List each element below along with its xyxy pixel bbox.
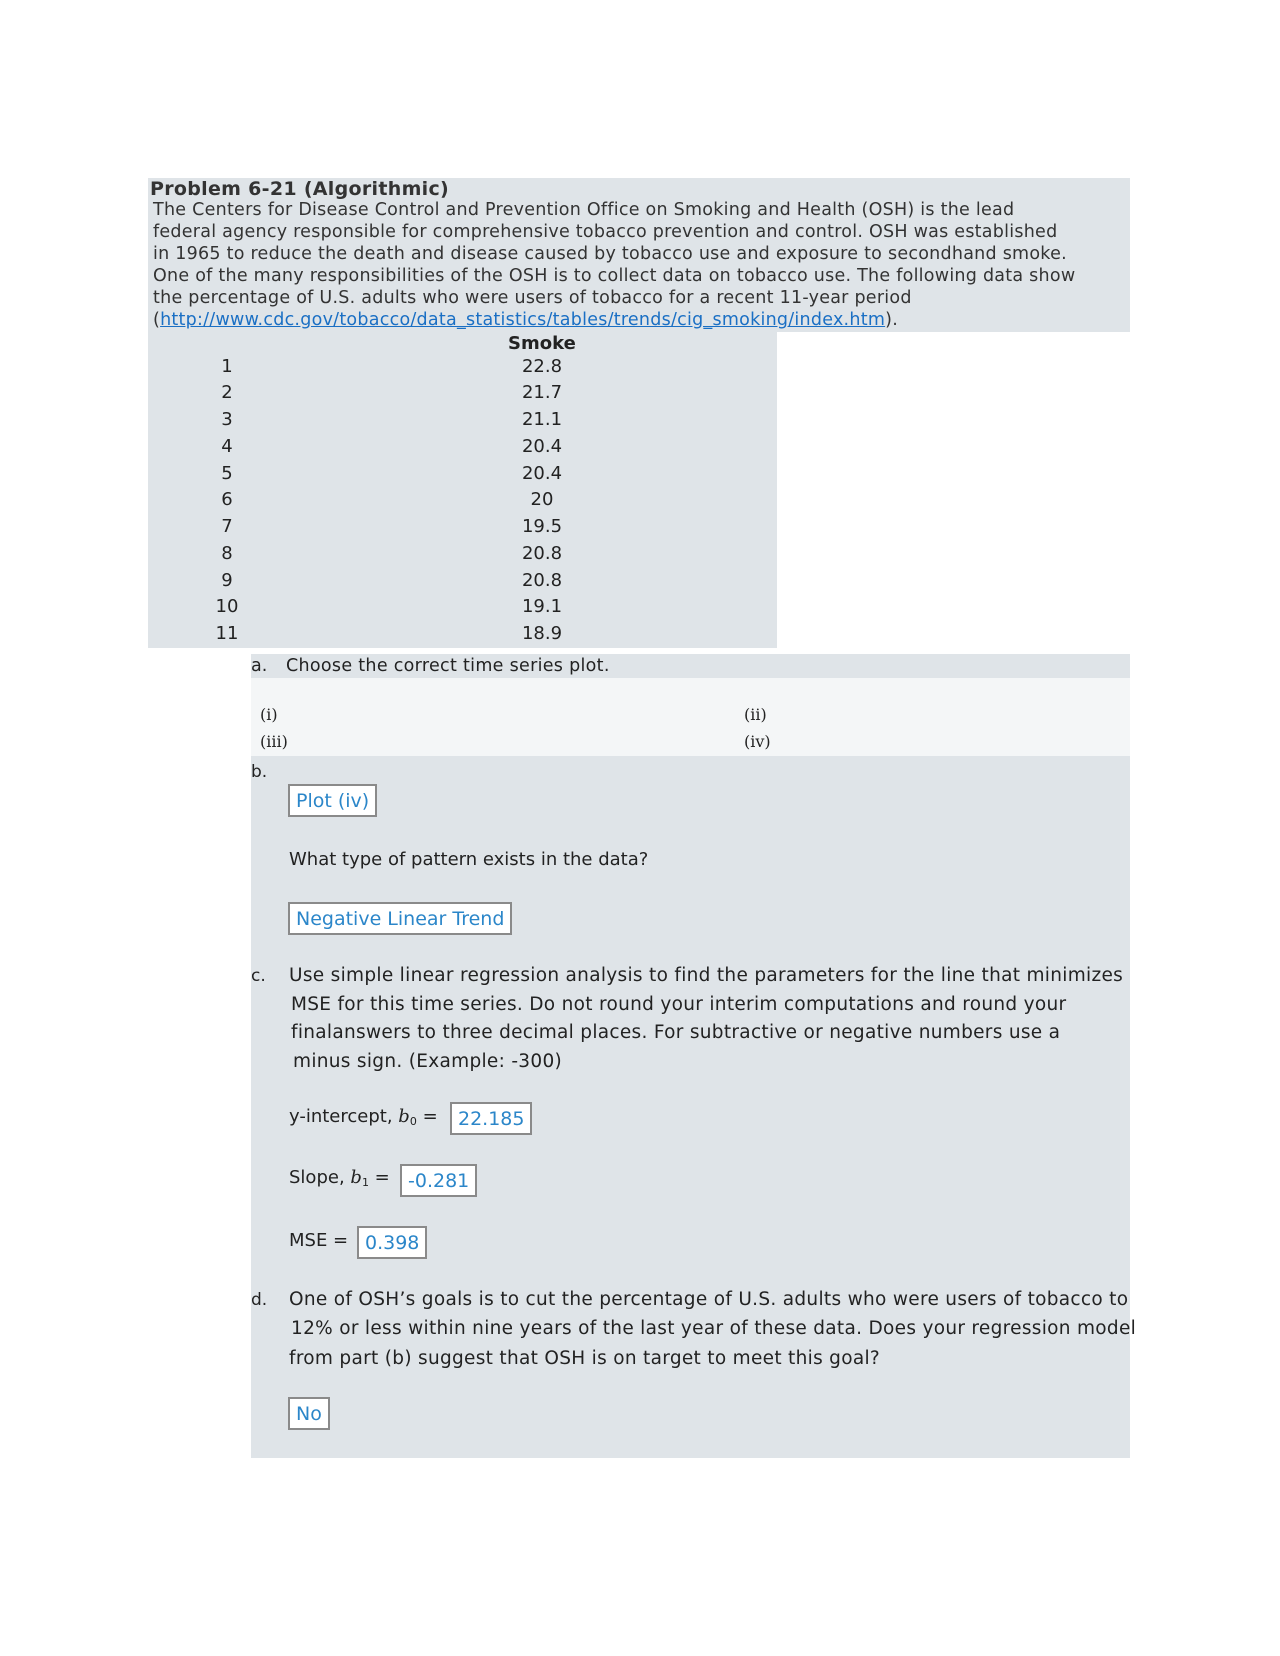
part-d-text-line: One of OSH’s goals is to cut the percentage of U.S. adults who were users of tobacco to	[289, 1289, 1129, 1310]
intercept-equals: =	[422, 1106, 438, 1127]
intercept-label	[289, 1106, 438, 1128]
intro-line: One of the many responsibilities of the OSH is to collect data on tobacco use. The following data show	[153, 266, 1076, 286]
plot-option-ii[interactable]: (ii)	[744, 705, 767, 724]
plot-answer-field[interactable]: Plot (iv)	[288, 784, 377, 817]
intro-line: federal agency responsible for comprehensive tobacco prevention and control. OSH was established	[153, 222, 1058, 242]
table-value-cell: 21.7	[521, 382, 563, 403]
intro-line: The Centers for Disease Control and Prevention Office on Smoking and Health (OSH) is the lead	[153, 200, 1015, 220]
part-c-text-line: Use simple linear regression analysis to find the parameters for the line that minimizes	[289, 965, 1124, 986]
plot-option-i[interactable]: (i)	[260, 705, 278, 724]
table-year-cell: 6	[221, 489, 233, 510]
table-year-cell: 9	[221, 570, 233, 591]
table-year-cell: 2	[221, 382, 233, 403]
part-c-text-line: minus sign. (Example: -300)	[293, 1051, 563, 1072]
table-year-cell: 11	[215, 623, 239, 644]
part-c-text-line: finalanswers to three decimal places. For subtractive or negative numbers use a	[291, 1022, 1061, 1043]
intercept-answer-field[interactable]: 22.185	[450, 1102, 532, 1135]
table-value-cell: 21.1	[521, 409, 563, 430]
intro-line: the percentage of U.S. adults who were users of tobacco for a recent 11-year period	[153, 288, 912, 308]
part-a-question: Choose the correct time series plot.	[286, 656, 610, 676]
intercept-symbol: b	[398, 1106, 410, 1127]
table-year-cell: 4	[221, 436, 233, 457]
plot-option-iv[interactable]: (iv)	[744, 732, 771, 751]
table-value-cell: 22.8	[521, 356, 563, 377]
slope-subscript: 1	[361, 1176, 369, 1189]
table-value-cell: 20.8	[521, 570, 563, 591]
source-line	[153, 310, 898, 330]
table-value-cell: 20.8	[521, 543, 563, 564]
url-close-paren: ).	[885, 310, 899, 330]
slope-symbol: b	[350, 1167, 362, 1188]
intercept-subscript: 0	[409, 1115, 417, 1128]
problem-title: Problem 6-21 (Algorithmic)	[150, 178, 450, 200]
mse-answer-field[interactable]: 0.398	[357, 1226, 427, 1259]
part-d-text-line: 12% or less within nine years of the last year of these data. Does your regression model	[291, 1318, 1137, 1339]
part-c-letter: c.	[251, 966, 266, 986]
url-open-paren: (	[153, 310, 161, 330]
part-a-letter: a.	[251, 656, 268, 676]
plot-options-area	[251, 678, 1130, 756]
table-value-cell: 20.4	[521, 463, 563, 484]
table-value-cell: 19.5	[521, 516, 563, 537]
table-year-cell: 7	[221, 516, 233, 537]
slope-answer-field[interactable]: -0.281	[400, 1164, 477, 1197]
intercept-label-text: y-intercept,	[289, 1106, 393, 1127]
table-value-cell: 20	[530, 489, 554, 510]
table-year-cell: 10	[215, 596, 239, 617]
table-column-header: Smoke	[508, 333, 576, 354]
pattern-question: What type of pattern exists in the data?	[289, 849, 649, 870]
source-link[interactable]: http://www.cdc.gov/tobacco/data_statistics/tables/trends/cig_smoking/index.htm	[160, 310, 886, 330]
table-year-cell: 8	[221, 543, 233, 564]
part-d-letter: d.	[251, 1290, 268, 1310]
part-b-letter: b.	[251, 762, 268, 782]
slope-label-text: Slope,	[289, 1167, 345, 1188]
plot-option-iii[interactable]: (iii)	[260, 732, 288, 751]
mse-label: MSE =	[289, 1230, 349, 1251]
slope-equals: =	[374, 1167, 390, 1188]
table-value-cell: 18.9	[521, 623, 563, 644]
part-c-text-line: MSE for this time series. Do not round your interim computations and round your	[291, 994, 1067, 1015]
intro-line: in 1965 to reduce the death and disease caused by tobacco use and exposure to secondhand smoke.	[153, 244, 1067, 264]
table-year-cell: 5	[221, 463, 233, 484]
table-value-cell: 19.1	[521, 596, 563, 617]
goal-answer-field[interactable]: No	[288, 1397, 330, 1430]
table-year-cell: 1	[221, 356, 233, 377]
part-d-text-line: from part (b) suggest that OSH is on target to meet this goal?	[289, 1348, 881, 1369]
slope-label	[289, 1167, 390, 1189]
table-value-cell: 20.4	[521, 436, 563, 457]
pattern-answer-field[interactable]: Negative Linear Trend	[288, 902, 512, 935]
table-year-cell: 3	[221, 409, 233, 430]
